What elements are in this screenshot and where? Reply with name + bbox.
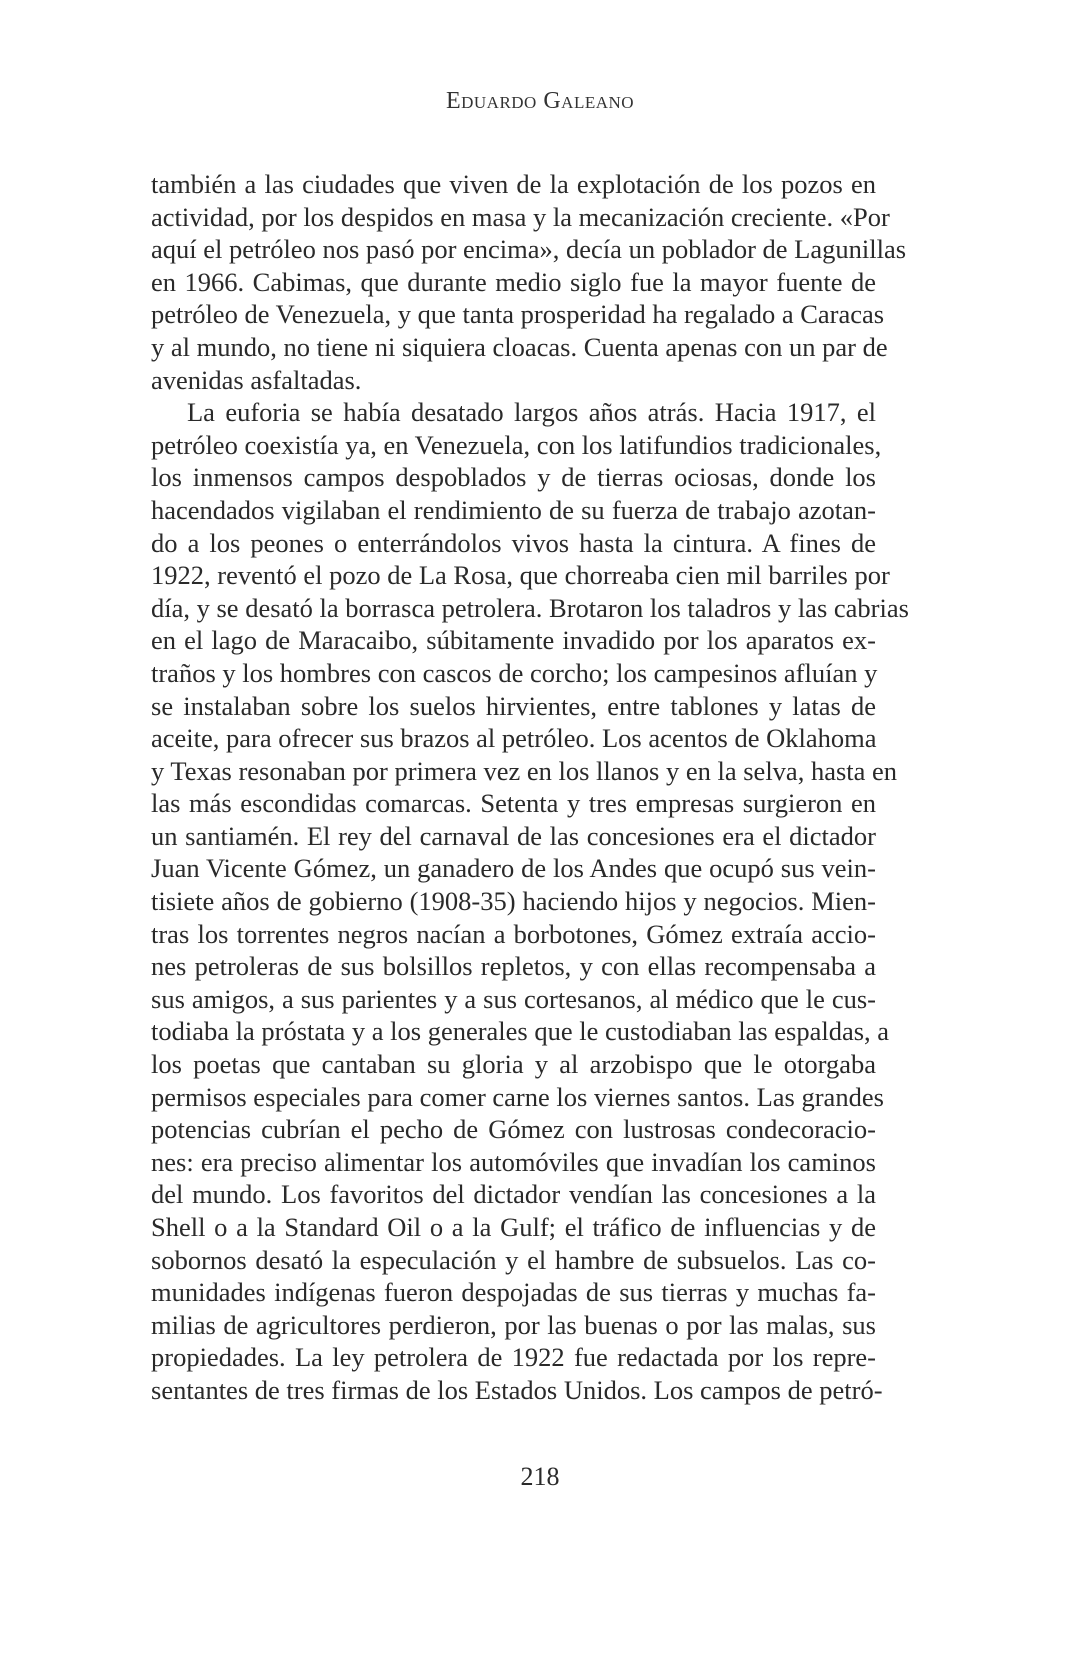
text-line: un santiamén. El rey del carnaval de las concesiones era el dictador — [151, 820, 876, 851]
text-line: potencias cubrían el pecho de Gómez con lustrosas condecoracio- — [151, 1114, 876, 1145]
text-line: y Texas resonaban por primera vez en los llanos y en la selva, hasta en — [151, 755, 898, 786]
text-line: tras los torrentes negros nacían a borbotones, Gómez extraía accio- — [151, 918, 876, 949]
text-line: día, y se desató la borrasca petrolera. Brotaron los taladros y las cabrias — [151, 592, 909, 623]
text-line: sentantes de tres firmas de los Estados Unidos. Los campos de petró- — [151, 1374, 883, 1405]
text-line: 1922, reventó el pozo de La Rosa, que chorreaba cien mil barriles por — [151, 560, 890, 591]
text-line: los poetas que cantaban su gloria y al arzobispo que le otorgaba — [151, 1049, 876, 1080]
text-line: todiaba la próstata y a los generales que le custodiaban las espaldas, a — [151, 1016, 890, 1047]
text-line: nes petroleras de sus bolsillos repletos, y con ellas recompensaba a — [151, 951, 876, 982]
text-line: munidades indígenas fueron despojadas de sus tierras y muchas fa- — [151, 1277, 876, 1308]
text-line: milias de agricultores perdieron, por las buenas o por las malas, sus — [151, 1309, 876, 1340]
text-line: La euforia se había desatado largos años atrás. Hacia 1917, el — [187, 397, 876, 428]
paragraph — [151, 168, 907, 396]
text-line: tisiete años de gobierno (1908-35) haciendo hijos y negocios. Mien- — [151, 886, 876, 917]
text-line: do a los peones o enterrándolos vivos hasta la cintura. A fines de — [151, 527, 876, 558]
text-line: en 1966. Cabimas, que durante medio siglo fue la mayor fuente de — [151, 266, 876, 297]
text-line: aceite, para ofrecer sus brazos al petróleo. Los acentos de Oklahoma — [151, 723, 877, 754]
text-line: Juan Vicente Gómez, un ganadero de los Andes que ocupó sus vein- — [151, 853, 876, 884]
running-head-author: Eduardo Galeano — [445, 88, 635, 114]
text-line: hacendados vigilaban el rendimiento de su fuerza de trabajo azotan- — [151, 494, 876, 525]
text-line: y al mundo, no tiene ni siquiera cloacas. Cuenta apenas con un par de — [151, 331, 888, 362]
text-line: actividad, por los despidos en masa y la mecanización creciente. «Por — [151, 201, 890, 232]
text-line: Shell o a la Standard Oil o a la Gulf; el tráfico de influencias y de — [151, 1212, 876, 1242]
text-line: aquí el petróleo nos pasó por encima», decía un poblador de Lagunillas — [151, 234, 907, 265]
text-line: sus amigos, a sus parientes y a sus cortesanos, al médico que le cus- — [151, 983, 876, 1014]
text-line: propiedades. La ley petrolera de 1922 fue redactada por los repre- — [151, 1342, 876, 1373]
body-text — [151, 168, 909, 1407]
text-line: en el lago de Maracaibo, súbitamente invadido por los aparatos ex- — [151, 625, 876, 656]
text-line: los inmensos campos despoblados y de tierras ociosas, donde los — [151, 462, 876, 493]
text-line: traños y los hombres con cascos de corcho; los campesinos afluían y — [151, 657, 878, 688]
text-line: sobornos desató la especulación y el hambre de subsuelos. Las co- — [151, 1244, 876, 1275]
paragraphs — [151, 168, 909, 1407]
text-line: avenidas asfaltadas. — [151, 364, 362, 395]
page-number: 218 — [520, 1462, 560, 1491]
text-line: petróleo coexistía ya, en Venezuela, con los latifundios tradicionales, — [151, 429, 882, 460]
text-line: del mundo. Los favoritos del dictador vendían las concesiones a la — [151, 1179, 876, 1210]
text-line: permisos especiales para comer carne los viernes santos. Las grandes — [151, 1081, 884, 1112]
text-line: también a las ciudades que viven de la explotación de los pozos en — [151, 169, 876, 199]
text-line: se instalaban sobre los suelos hirvientes, entre tablones y latas de — [151, 690, 876, 721]
paragraph — [151, 396, 909, 1406]
text-line: petróleo de Venezuela, y que tanta prosperidad ha regalado a Caracas — [151, 299, 885, 330]
text-line: nes: era preciso alimentar los automóviles que invadían los caminos — [151, 1146, 876, 1177]
text-line: las más escondidas comarcas. Setenta y tres empresas surgieron en — [151, 788, 876, 819]
